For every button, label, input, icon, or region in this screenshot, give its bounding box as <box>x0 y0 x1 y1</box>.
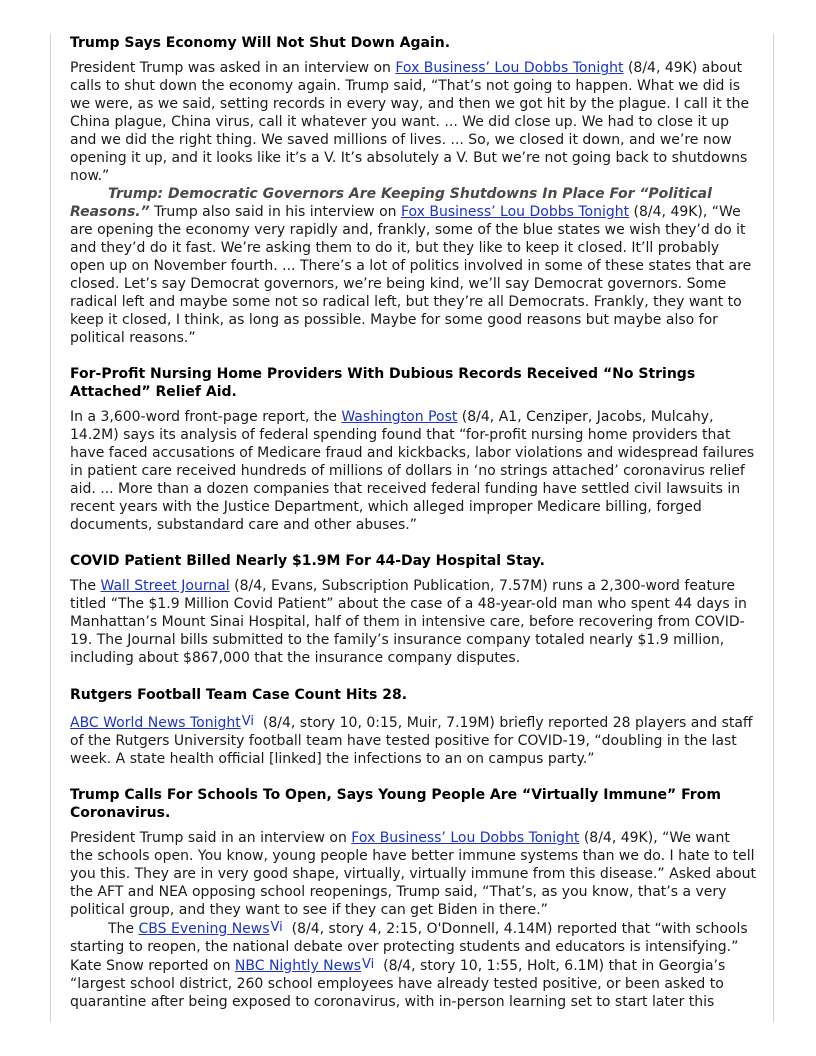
paragraph-text: Trump also said in his interview on <box>149 204 401 220</box>
story-rutgers-football <box>70 686 756 768</box>
paragraph-text: The <box>108 921 139 937</box>
source-link-fox-business[interactable]: Fox Business’ Lou Dobbs Tonight <box>351 830 580 846</box>
news-briefing-page <box>70 34 756 1011</box>
paragraph-text: (8/4, story 10, 1:55, Holt, 6.1M) that in Georgia’s “largest school district, 260 school employees have already tested positive, or been asked to quarantine after being exposed to coronavirus, with in-person learning set to start later this <box>70 958 730 1010</box>
paragraph-text: (8/4, story 4, 2:15, O'Donnell, 4.14M) reported that “with schools starting to reopen, the national debate over protecting students and educators is intensifying.” Kate Snow reported on <box>70 921 753 974</box>
story-nursing-home-aid <box>70 365 756 534</box>
story-headline: Trump Says Economy Will Not Shut Down Again. <box>70 35 451 51</box>
video-clip-link[interactable]: Vi <box>270 920 283 935</box>
paragraph-text: In a 3,600-word front-page report, the <box>70 409 342 425</box>
story-headline: Trump Calls For Schools To Open, Says Young People Are “Virtually Immune” From Coronavirus. <box>70 787 721 821</box>
story-paragraph <box>70 577 756 667</box>
source-link-cbs-evening-news[interactable]: CBS Evening News <box>138 921 270 937</box>
paragraph-text: The <box>70 578 101 594</box>
story-headline: For-Profit Nursing Home Providers With Dubious Records Received “No Strings Attached” Relief Aid. <box>70 366 696 400</box>
paragraph-text: President Trump was asked in an interview on <box>70 60 396 76</box>
story-paragraph <box>70 185 756 347</box>
story-paragraph <box>70 59 756 185</box>
story-headline: COVID Patient Billed Nearly $1.9M For 44-Day Hospital Stay. <box>70 553 545 569</box>
paragraph-text: (8/4, 49K), “We are opening the economy very rapidly and, frankly, some of the blue states we wish they’d do it and they’d do it fast. We’re asking them to do it, but they like to keep it closed. It’ll probably open up on November fourth. ... There’s a lot of politics involved in some of these states that are closed. Let’s say Democrat governors, we’re being kind, we’ll say Democrat governors. Some radical left and maybe some not so radical left, but they’re all Democrats. Frankly, they want to keep it closed, I think, as long as possible. Maybe for some good reasons but maybe also for political reasons.” <box>70 204 752 346</box>
story-economy-shutdown <box>70 34 756 347</box>
paragraph-text: (8/4, story 10, 0:15, Muir, 7.19M) briefly reported 28 players and staff of the Rutgers University football team have tested positive for COVID-19, “doubling in the last week. A state health official [linked] the infections to an on campus party.” <box>70 715 758 767</box>
source-link-fox-business[interactable]: Fox Business’ Lou Dobbs Tonight <box>395 60 624 76</box>
video-clip-link[interactable]: Vi <box>241 714 254 729</box>
story-paragraph <box>70 829 756 919</box>
paragraph-text: (8/4, Evans, Subscription Publication, 7.57M) runs a 2,300-word feature titled “The $1.9 Million Covid Patient” about the case of a 48-year-old man who spent 44 days in Manhattan’s Mount Sinai Hospital, half of them in intensive care, before recovering from COVID-19. The Journal bills submitted to the family’s insurance company totaled nearly $1.9 million, including about $867,000 that the insurance company disputes. <box>70 578 747 666</box>
story-headline: Rutgers Football Team Case Count Hits 28. <box>70 687 408 703</box>
story-paragraph <box>70 919 756 1011</box>
story-covid-hospital-bill <box>70 552 756 667</box>
source-link-fox-business[interactable]: Fox Business’ Lou Dobbs Tonight <box>400 204 630 220</box>
page-margin-rule-right <box>773 34 774 1022</box>
paragraph-text: President Trump said in an interview on <box>70 830 352 846</box>
source-link-wall-street-journal[interactable]: Wall Street Journal <box>100 578 230 594</box>
subsection-lead: Trump: Democratic Governors Are Keeping Shutdowns In Place For “Political Reasons.” <box>70 186 712 220</box>
story-paragraph <box>70 713 756 768</box>
story-paragraph <box>70 408 756 534</box>
page-margin-rule-left <box>50 34 51 1022</box>
paragraph-text: (8/4, 49K), “We want the schools open. You know, young people have better immune systems than we do. I hate to tell you this. They are in very good shape, virtually, virtually immune from this disease.” Asked about the AFT and NEA opposing school reopenings, Trump said, “That’s, as you know, that’s a very political group, and they want to see if they can get Biden in there.” <box>70 830 756 918</box>
source-link-abc-world-news[interactable]: ABC World News Tonight <box>70 715 241 731</box>
source-link-washington-post[interactable]: Washington Post <box>341 409 458 425</box>
paragraph-text: (8/4, 49K) about calls to shut down the economy again. Trump said, “That’s not going to happen. What we did is we were, as we said, setting records in every way, and then we got hit by the plague. I call it the China plague, China virus, call it whatever you want. ... We did close up. We had to close it up and we did the right thing. We saved millions of lives. ... So, we closed it down, and we’re now opening it up, and it looks like it’s a V. It’s absolutely a V. But we’re not going back to shutdowns now.” <box>70 60 750 184</box>
paragraph-text: (8/4, A1, Cenziper, Jacobs, Mulcahy, 14.2M) says its analysis of federal spending found that “for-profit nursing home providers that have faced accusations of Medicare fraud and kickbacks, labor violations and widespread failures in patient care received hundreds of millions of dollars in ‘no strings attached’ coronavirus relief aid. ... More than a dozen companies that received federal funding have settled civil lawsuits in recent years with the Justice Department, which alleged improper Medicare billing, forged documents, substandard care and other abuses.” <box>70 409 755 533</box>
video-clip-link[interactable]: Vi <box>362 957 375 972</box>
source-link-nbc-nightly-news[interactable]: NBC Nightly News <box>234 958 362 974</box>
story-schools-reopen <box>70 786 756 1011</box>
